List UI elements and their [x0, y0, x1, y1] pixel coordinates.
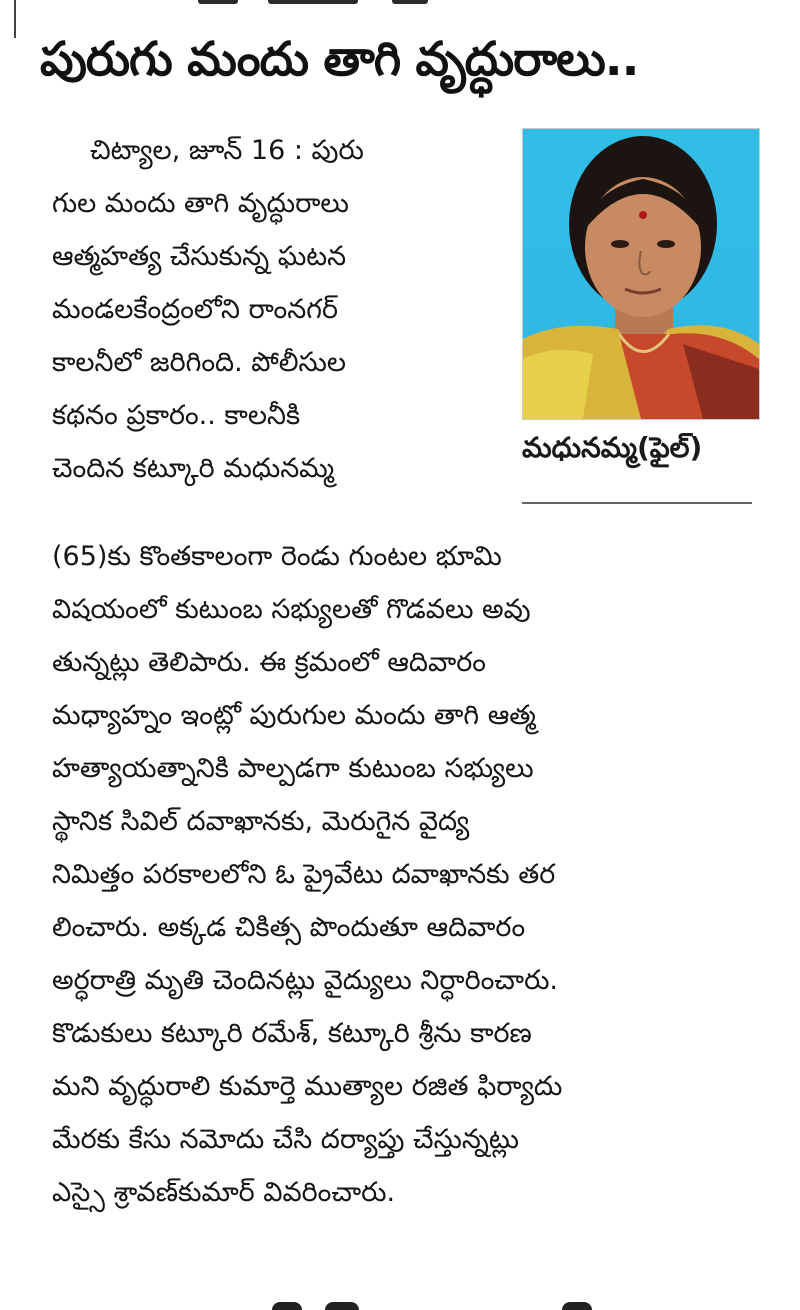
- portrait-photo: [522, 128, 760, 420]
- text-line: నిమిత్తం పరకాలలోని ఓ ప్రైవేటు దవాఖానకు తర: [52, 859, 556, 890]
- text-line: ఆత్మహత్య చేసుకున్న ఘటన: [52, 241, 347, 272]
- text-line: మండలకేంద్రంలోని రాంనగర్‌: [52, 294, 338, 325]
- text-line: మేరకు కేసు నమోదు చేసి దర్యాప్తు చేస్తున్నట్లు: [52, 1124, 520, 1155]
- clipped-glyph: [268, 0, 358, 4]
- text-line: హత్యాయత్నానికి పాల్పడగా కుటుంబ సభ్యులు: [52, 753, 534, 784]
- text-line: (65)కు కొంతకాలంగా రెండు గుంటల భూమి: [52, 541, 502, 572]
- text-line: అర్ధరాత్రి మృతి చెందినట్లు వైద్యులు నిర్ధారించారు.: [52, 965, 559, 996]
- text-line: గుల మందు తాగి వృద్ధురాలు: [52, 188, 349, 219]
- column-rule: [14, 0, 16, 38]
- photo-caption: మధునమ్మ(ఫైల్‌): [522, 431, 703, 464]
- text-line: మని వృద్ధురాలి కుమార్తె ముత్యాల రజిత ఫిర్యాదు: [52, 1071, 563, 1102]
- clipped-previous-article: [0, 0, 800, 20]
- text-line: విషయంలో కుటుంబ సభ్యులతో గొడవలు అవు: [52, 594, 531, 625]
- text-line: స్థానిక సివిల్‌ దవాఖానకు, మెరుగైన వైద్య: [52, 806, 470, 837]
- clipped-glyph: [392, 0, 428, 4]
- text-line: కొడుకులు కట్కూరి రమేశ్‌, కట్కూరి శ్రీను కారణ: [52, 1018, 532, 1049]
- text-line: చెందిన కట్కూరి మధునమ్మ: [52, 453, 335, 484]
- article-headline: పురుగు మందు తాగి వృద్ధురాలు..: [40, 32, 639, 87]
- clipped-glyph: [562, 1302, 592, 1310]
- clipped-next-article: [0, 1296, 800, 1310]
- photo-block: [522, 128, 762, 470]
- text-line: కథనం ప్రకారం.. కాలనీకి: [52, 400, 301, 431]
- article-column-text: [52, 124, 497, 495]
- clipped-glyph: [272, 1302, 302, 1310]
- text-line: ఎస్సై శ్రావణ్‌కుమార్‌ వివరించారు.: [52, 1177, 396, 1208]
- article-body-text: [52, 530, 757, 1219]
- text-line: తున్నట్లు తెలిపారు. ఈ క్రమంలో ఆదివారం: [52, 647, 486, 678]
- text-line: కాలనీలో జరిగింది. పోలీసుల: [52, 347, 346, 378]
- caption-rule: [522, 502, 752, 504]
- clipped-glyph: [198, 0, 238, 4]
- text-line: చిట్యాల, జూన్‌ 16 : పురు: [90, 135, 364, 166]
- text-line: లించారు. అక్కడ చికిత్స పొందుతూ ఆదివారం: [52, 912, 526, 943]
- text-line: మధ్యాహ్నం ఇంట్లో పురుగుల మందు తాగి ఆత్మ: [52, 700, 536, 731]
- portrait-illustration: [523, 129, 759, 419]
- clipped-glyph: [325, 1302, 359, 1310]
